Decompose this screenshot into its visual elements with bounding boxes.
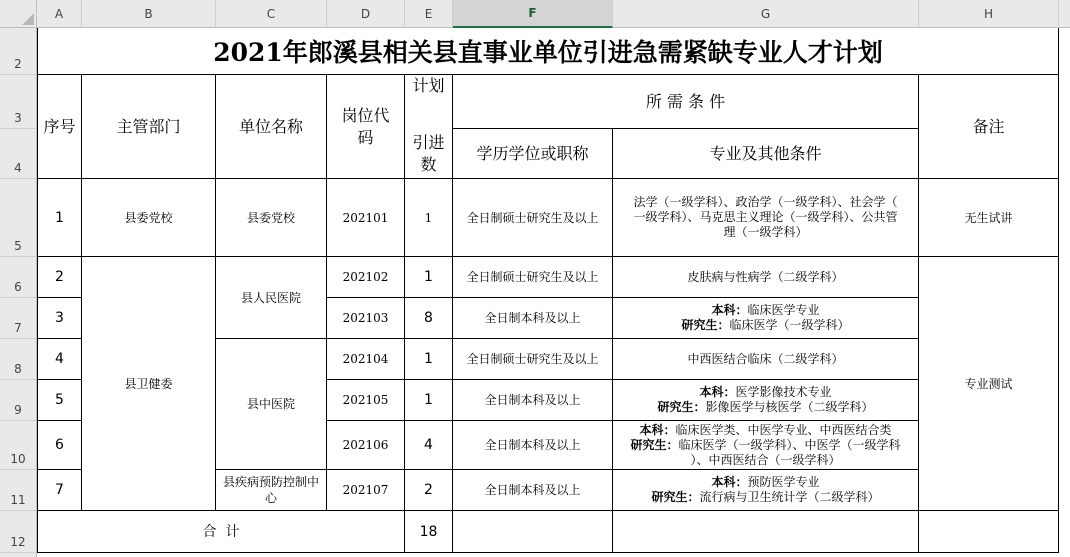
- column-header-f[interactable]: F: [453, 0, 613, 28]
- column-header-c[interactable]: C: [216, 0, 327, 28]
- major-value: 影像医学与核医学（二级学科）: [705, 400, 874, 414]
- major-line: 皮肤病与性病学（二级学科）: [687, 269, 844, 284]
- unit-cell[interactable]: 县中医院: [216, 339, 327, 470]
- total-empty-cell[interactable]: [919, 511, 1059, 553]
- row-header-6[interactable]: 6: [0, 257, 37, 298]
- column-header-a[interactable]: A: [37, 0, 82, 28]
- degree-cell[interactable]: 全日制硕士研究生及以上: [453, 257, 613, 298]
- row-header-11[interactable]: 11: [0, 470, 37, 511]
- column-header-h[interactable]: H: [919, 0, 1059, 28]
- header-degree[interactable]: 学历学位或职称: [453, 129, 613, 179]
- degree-cell[interactable]: 全日制本科及以上: [453, 470, 613, 511]
- header-count-line2: 数: [420, 154, 437, 174]
- major-cell[interactable]: [613, 380, 919, 421]
- header-count-line1: 引进: [412, 132, 445, 152]
- header-remark[interactable]: 备注: [919, 75, 1059, 179]
- count-cell[interactable]: 1: [405, 339, 453, 380]
- row-header-2[interactable]: 2: [0, 28, 37, 75]
- major-line: 一级学科）、马克思主义理论（一级学科）、公共管: [633, 210, 898, 224]
- code-cell[interactable]: 202101: [327, 179, 405, 257]
- header-major[interactable]: 专业及其他条件: [613, 129, 919, 179]
- degree-cell[interactable]: 全日制本科及以上: [453, 298, 613, 339]
- total-label[interactable]: 合 计: [37, 511, 405, 553]
- degree-cell[interactable]: 全日制硕士研究生及以上: [453, 179, 613, 257]
- unit-cdc-line1: 县疾病预防控制中: [222, 475, 319, 489]
- major-line: 法学（一级学科）、政治学（一级学科）、社会学（: [633, 195, 898, 209]
- title-left-border: [37, 28, 38, 75]
- major-cell[interactable]: [613, 470, 919, 511]
- count-cell[interactable]: 8: [405, 298, 453, 339]
- major-value: 临床医学（一级学科）、中医学（一级学科: [678, 437, 901, 452]
- major-line: [681, 318, 849, 333]
- code-cell[interactable]: 202106: [327, 421, 405, 470]
- degree-cell[interactable]: 全日制本科及以上: [453, 421, 613, 470]
- header-code-line1: 岗位代: [341, 105, 390, 125]
- major-value: 临床医学专业: [747, 303, 820, 317]
- major-value: 医学影像技术专业: [735, 385, 832, 399]
- row-header-10[interactable]: 10: [0, 421, 37, 470]
- major-line: [630, 438, 900, 453]
- major-line: 中西医结合临床（二级学科）: [687, 351, 844, 366]
- row-header-3[interactable]: 3: [0, 75, 37, 129]
- select-all-icon: [22, 13, 34, 25]
- row-header-7[interactable]: 7: [0, 298, 37, 339]
- major-key: 本科：: [711, 475, 748, 489]
- major-key: 研究生：: [651, 490, 700, 504]
- count-cell[interactable]: 1: [405, 179, 453, 257]
- remark-cell[interactable]: 专业测试: [919, 257, 1059, 511]
- total-empty-cell[interactable]: [453, 511, 613, 553]
- major-line: [711, 303, 819, 318]
- seq-cell[interactable]: 6: [37, 421, 82, 470]
- major-key: 研究生：: [657, 400, 706, 414]
- row-header-4[interactable]: 4: [0, 129, 37, 179]
- code-cell[interactable]: 202102: [327, 257, 405, 298]
- major-key: 研究生：: [681, 318, 730, 332]
- major-key: 本科：: [699, 385, 736, 399]
- column-header-overflow: [1059, 0, 1070, 28]
- row-header-overflow: [0, 553, 37, 557]
- row-header-12[interactable]: 12: [0, 511, 37, 553]
- sheet-title[interactable]: 2021年郎溪县相关县直事业单位引进急需紧缺专业人才计划: [37, 28, 1059, 75]
- count-cell[interactable]: 1: [405, 380, 453, 421]
- major-key: 本科：: [711, 303, 748, 317]
- total-value[interactable]: 18: [405, 511, 453, 553]
- seq-cell[interactable]: 4: [37, 339, 82, 380]
- major-key: 本科：: [639, 422, 676, 437]
- seq-cell[interactable]: 5: [37, 380, 82, 421]
- count-cell[interactable]: 1: [405, 257, 453, 298]
- degree-cell[interactable]: 全日制硕士研究生及以上: [453, 339, 613, 380]
- major-line: [639, 423, 891, 438]
- header-seq[interactable]: 序号: [37, 75, 82, 179]
- seq-cell[interactable]: 1: [37, 179, 82, 257]
- header-plan[interactable]: 计划: [405, 75, 453, 129]
- header-count[interactable]: [405, 129, 453, 179]
- column-header-d[interactable]: D: [327, 0, 405, 28]
- major-cell[interactable]: [613, 179, 919, 257]
- unit-cell[interactable]: 县人民医院: [216, 257, 327, 339]
- dept-cell[interactable]: 县卫健委: [82, 257, 216, 511]
- row-header-9[interactable]: 9: [0, 380, 37, 421]
- remark-cell[interactable]: 无生试讲: [919, 179, 1059, 257]
- header-conditions[interactable]: 所 需 条 件: [453, 75, 919, 129]
- major-cell[interactable]: [613, 421, 919, 470]
- select-all-corner[interactable]: [0, 0, 37, 28]
- major-line: [699, 385, 831, 400]
- major-value: 预防医学专业: [747, 475, 820, 489]
- major-key: 研究生：: [630, 437, 679, 452]
- major-line: ）、中西医结合（一级学科）: [690, 452, 841, 467]
- row-header-8[interactable]: 8: [0, 339, 37, 380]
- code-cell[interactable]: 202103: [327, 298, 405, 339]
- major-cell[interactable]: [613, 257, 919, 298]
- major-line: [711, 475, 819, 490]
- seq-cell[interactable]: 2: [37, 257, 82, 298]
- column-header-g[interactable]: G: [613, 0, 919, 28]
- header-code-line2: 码: [357, 127, 374, 147]
- header-code[interactable]: [327, 75, 405, 179]
- code-cell[interactable]: 202107: [327, 470, 405, 511]
- unit-cell[interactable]: [216, 470, 327, 511]
- header-unit[interactable]: 单位名称: [216, 75, 327, 179]
- seq-cell[interactable]: 7: [37, 470, 82, 511]
- major-value: 流行病与卫生统计学（二级学科）: [699, 490, 880, 504]
- dept-cell[interactable]: 县委党校: [82, 179, 216, 257]
- major-line: [651, 490, 879, 505]
- title-right-border: [1058, 28, 1059, 75]
- column-header-b[interactable]: B: [82, 0, 216, 28]
- degree-cell[interactable]: 全日制本科及以上: [453, 380, 613, 421]
- header-dept[interactable]: 主管部门: [82, 75, 216, 179]
- major-value: 临床医学（一级学科）: [729, 318, 850, 332]
- unit-cell[interactable]: 县委党校: [216, 179, 327, 257]
- row-header-5[interactable]: 5: [0, 179, 37, 257]
- count-cell[interactable]: 4: [405, 421, 453, 470]
- major-cell[interactable]: [613, 339, 919, 380]
- major-cell[interactable]: [613, 298, 919, 339]
- code-cell[interactable]: 202104: [327, 339, 405, 380]
- major-line: 理（一级学科）: [723, 225, 808, 239]
- count-cell[interactable]: 2: [405, 470, 453, 511]
- major-value: 临床医学类、中医学专业、中西医结合类: [675, 422, 892, 437]
- major-line: [657, 400, 873, 415]
- column-header-e[interactable]: E: [405, 0, 453, 28]
- code-cell[interactable]: 202105: [327, 380, 405, 421]
- unit-cdc-line2: 心: [264, 491, 277, 505]
- seq-cell[interactable]: 3: [37, 298, 82, 339]
- total-empty-cell[interactable]: [613, 511, 919, 553]
